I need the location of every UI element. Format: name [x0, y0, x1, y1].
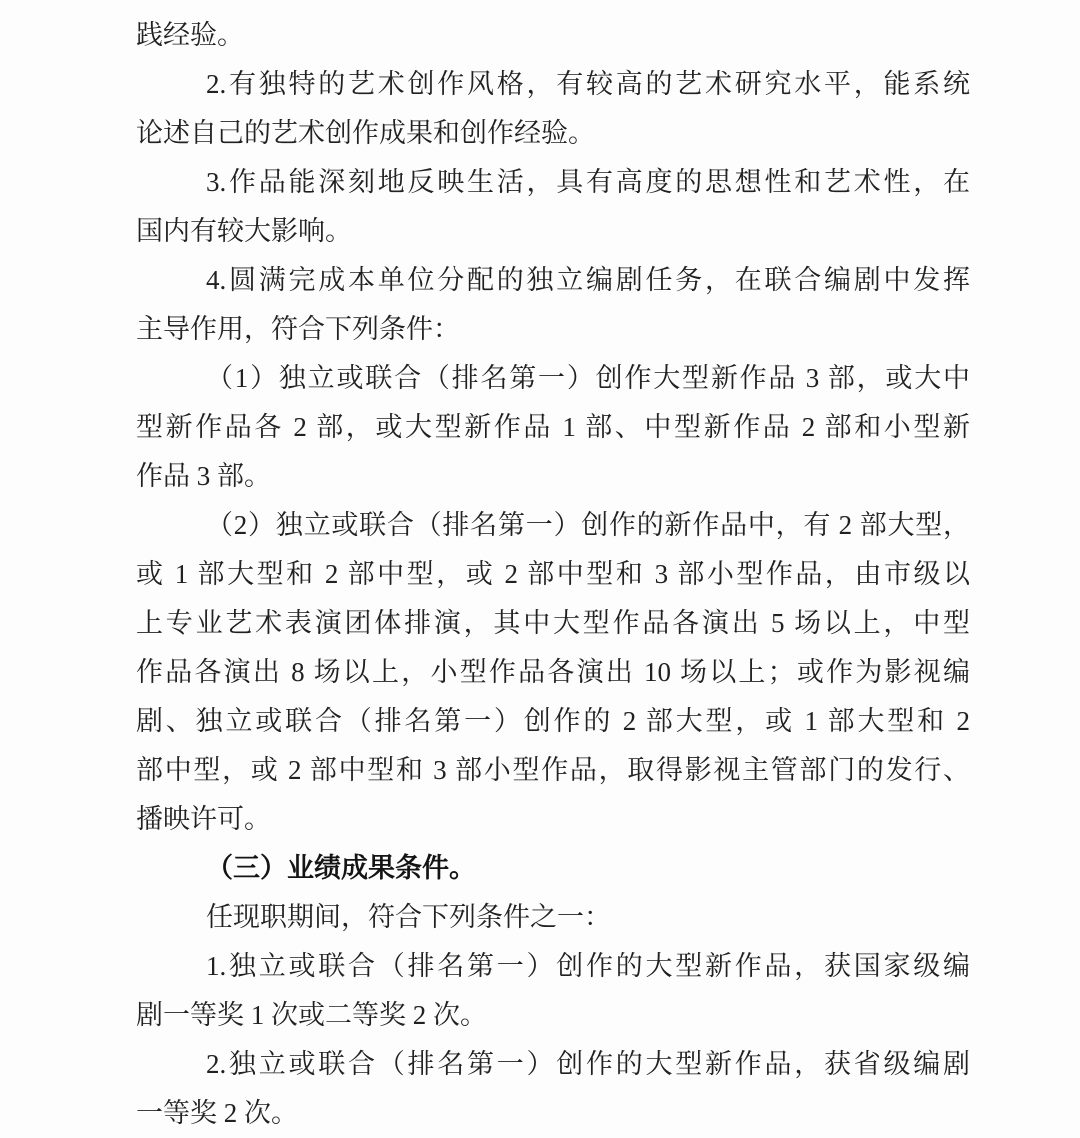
- text-line: 作品 3 部。: [136, 461, 271, 491]
- text-line: 主导作用，符合下列条件：: [136, 314, 460, 344]
- text-line: 论述自己的艺术创作成果和创作经验。: [136, 118, 595, 148]
- text-line: 剧一等奖 1 次或二等奖 2 次。: [136, 1000, 487, 1030]
- text-line: 任现职期间，符合下列条件之一：: [206, 902, 611, 932]
- text-line: 国内有较大影响。: [136, 216, 352, 246]
- text-line: 2.独立或联合（排名第一）创作的大型新作品，获省级编剧: [206, 1049, 970, 1079]
- text-line: 播映许可。: [136, 804, 271, 834]
- text-line: 2.有独特的艺术创作风格，有较高的艺术研究水平，能系统: [206, 69, 970, 99]
- text-line: 或 1 部大型和 2 部中型，或 2 部中型和 3 部小型作品，由市级以: [136, 559, 970, 589]
- text-line: 部中型，或 2 部中型和 3 部小型作品，取得影视主管部门的发行、: [136, 755, 970, 785]
- section-heading-line: （三）业绩成果条件。: [206, 853, 476, 883]
- text-line: 一等奖 2 次。: [136, 1098, 298, 1128]
- text-line: 剧、独立或联合（排名第一）创作的 2 部大型，或 1 部大型和 2: [136, 706, 970, 736]
- document-body: [136, 11, 970, 1138]
- text-line: 1.独立或联合（排名第一）创作的大型新作品，获国家级编: [206, 951, 970, 981]
- text-line: 3.作品能深刻地反映生活，具有高度的思想性和艺术性，在: [206, 167, 970, 197]
- text-line: （2）独立或联合（排名第一）创作的新作品中，有 2 部大型，: [206, 510, 970, 540]
- text-line: 践经验。: [136, 20, 244, 50]
- text-line: 4.圆满完成本单位分配的独立编剧任务，在联合编剧中发挥: [206, 265, 970, 295]
- text-line: 上专业艺术表演团体排演，其中大型作品各演出 5 场以上，中型: [136, 608, 970, 638]
- text-line: 型新作品各 2 部，或大型新作品 1 部、中型新作品 2 部和小型新: [136, 412, 970, 442]
- text-line: 作品各演出 8 场以上，小型作品各演出 10 场以上；或作为影视编: [136, 657, 970, 687]
- text-line: （1）独立或联合（排名第一）创作大型新作品 3 部，或大中: [206, 363, 970, 393]
